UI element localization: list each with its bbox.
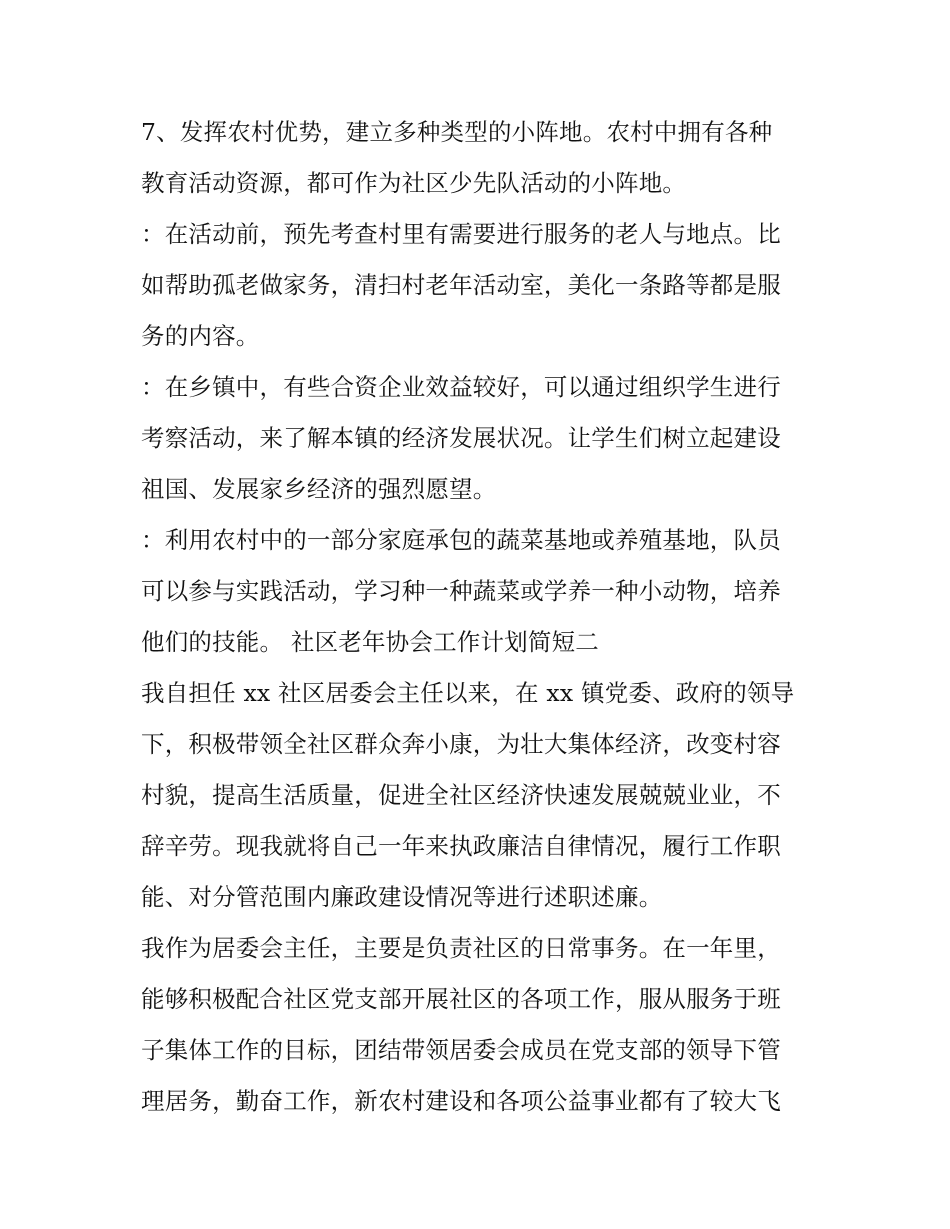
- text-line: ：在活动前，预先考查村里有需要进行服务的老人与地点。比: [141, 220, 781, 248]
- text-line: 可以参与实践活动，学习种一种蔬菜或学养一种小动物，培养: [141, 577, 781, 605]
- text-line: 务的内容。: [141, 322, 260, 350]
- text-line: 教育活动资源，都可作为社区少先队活动的小阵地。: [141, 169, 687, 197]
- text-line: 理居务，勤奋工作，新农村建设和各项公益事业都有了较大飞: [141, 1087, 781, 1115]
- text-line: 如帮助孤老做家务，清扫村老年活动室，美化一条路等都是服: [141, 271, 781, 299]
- text-line: 子集体工作的目标，团结带领居委会成员在党支部的领导下管: [141, 1036, 781, 1064]
- text-line: 辞辛劳。现我就将自己一年来执政廉洁自律情况，履行工作职: [141, 832, 781, 860]
- text-line: 我作为居委会主任，主要是负责社区的日常事务。在一年里，: [141, 934, 781, 962]
- text-line: 他们的技能。 社区老年协会工作计划简短二: [141, 628, 599, 656]
- text-line: 村貌，提高生活质量，促进全社区经济快速发展兢兢业业，不: [141, 781, 781, 809]
- text-line: 7、发挥农村优势，建立多种类型的小阵地。农村中拥有各种: [141, 118, 773, 146]
- text-line: 我自担任 xx 社区居委会主任以来，在 xx 镇党委、政府的领导: [141, 679, 795, 707]
- text-line: 下，积极带领全社区群众奔小康，为壮大集体经济，改变村容: [141, 730, 781, 758]
- text-line: ：在乡镇中，有些合资企业效益较好，可以通过组织学生进行: [141, 373, 781, 401]
- document-body: [141, 107, 821, 1127]
- text-line: 能够积极配合社区党支部开展社区的各项工作，服从服务于班: [141, 985, 781, 1013]
- text-line: ：利用农村中的一部分家庭承包的蔬菜基地或养殖基地，队员: [141, 526, 781, 554]
- text-line: 能、对分管范围内廉政建设情况等进行述职述廉。: [141, 883, 663, 911]
- text-line: 考察活动，来了解本镇的经济发展状况。让学生们树立起建设: [141, 424, 781, 452]
- text-line: 祖国、发展家乡经济的强烈愿望。: [141, 475, 497, 503]
